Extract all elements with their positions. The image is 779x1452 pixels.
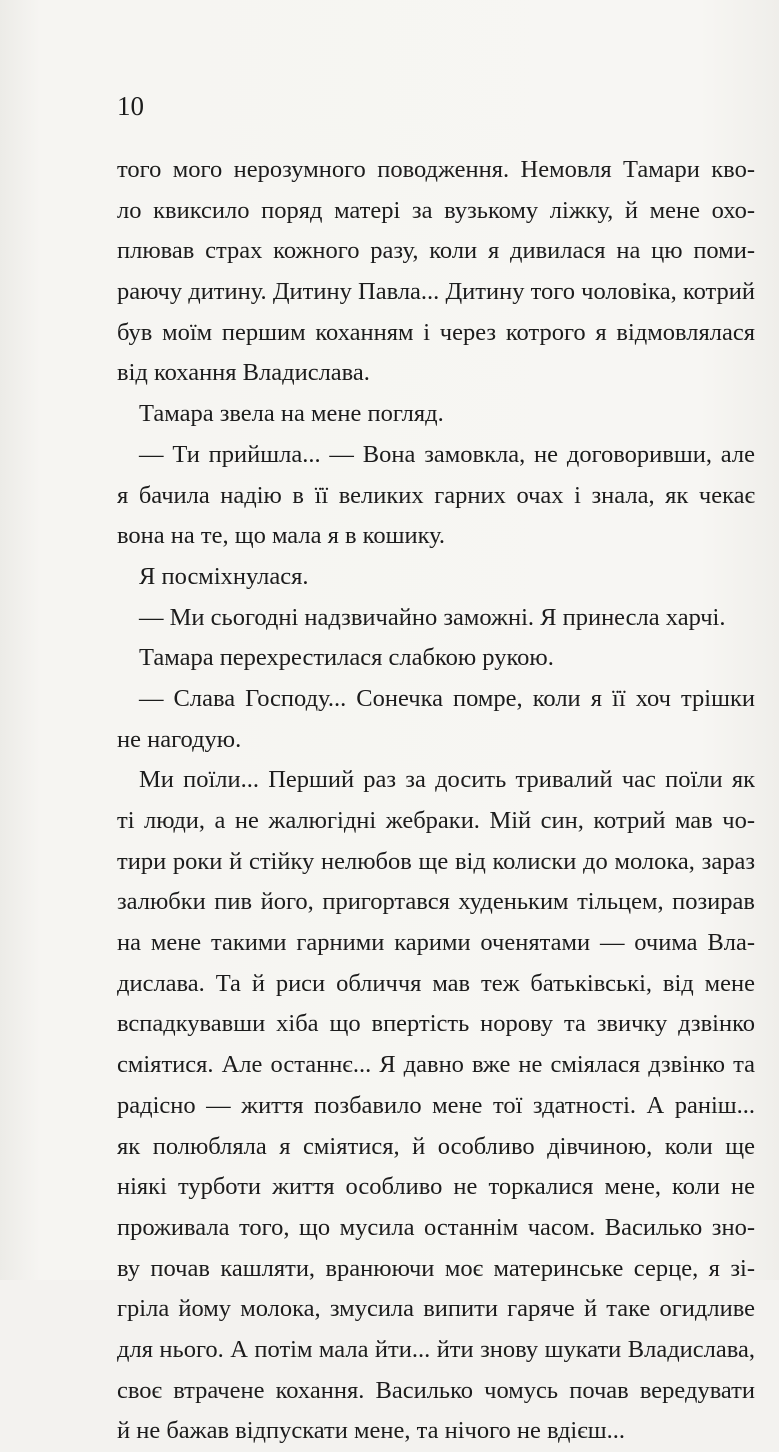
text-line: радісно — життя позбавило мене тої здатності. А раніш... [117,1091,755,1119]
text-line: я бачила надію в її великих гарних очах і знала, як чекає [117,481,755,509]
text-line: того мого нерозумного поводження. Немовля Тамари кво- [117,156,755,183]
text-line: тири роки й стійку нелюбов ще від колиски до молока, зараз [117,847,755,875]
text-line: вспадкувавши хіба що впертість норову та звичку дзвінко [117,1010,755,1038]
text-line: вона на те, що мала я в кошику. [117,522,446,550]
text-line: залюбки пив його, пригортався худеньким тільцем, позирав [117,888,755,916]
text-line: для нього. А потім мала йти... йти знову шукати Владислава, [117,1335,755,1363]
text-line: дислава. Та й риси обличчя мав теж батьківські, від мене [117,969,755,997]
text-line: сміятися. Але останнє... Я давно вже не сміялася дзвінко та [117,1051,755,1079]
text-line: й не бажав відпускати мене, та нічого не вдієш... [117,1417,625,1445]
text-line: ло квиксило поряд матері за вузькому ліжку, й мене охо- [117,196,755,224]
text-line: плював страх кожного разу, коли я дивилася на цю поми- [117,237,755,265]
text-line: — Ти прийшла... — Вона замовкла, не договоривши, але [139,440,755,468]
text-line: гріла йому молока, змусила випити гаряче й таке огидливе [117,1295,755,1323]
text-line: Тамара звела на мене погляд. [139,400,444,428]
body-text [117,150,755,1452]
text-line: як полюбляла я сміятися, й особливо дівчиною, коли ще [117,1132,755,1160]
text-line: Тамара перехрестилася слабкою рукою. [139,644,554,672]
text-line: проживала того, що мусила останнім часом. Василько зно- [117,1213,755,1241]
text-line: ву почав кашляти, вранюючи моє материнське серце, я зі- [117,1254,755,1282]
text-line: на мене такими гарними карими оченятами — очима Вла- [117,929,755,957]
text-line: раючу дитину. Дитину Павла... Дитину того чоловіка, котрий [117,278,755,306]
text-line: не нагодую. [117,725,242,753]
text-line: Я посміхнулася. [139,562,309,590]
text-line: Ми поїли... Перший раз за досить тривалий час поїли як [139,766,755,794]
text-line: був моїм першим коханням і через котрого я відмовлялася [117,318,755,346]
page-number: 10 [117,91,144,121]
text-line: ті люди, а не жалюгідні жебраки. Мій син, котрий мав чо- [117,807,755,834]
text-line: — Слава Господу... Сонечка помре, коли я її хоч трішки [139,684,755,712]
text-line: ніякі турботи життя особливо не торкалися мене, коли не [117,1173,755,1201]
text-line: своє втрачене кохання. Василько чомусь почав вередувати [117,1376,755,1404]
text-line: від кохання Владислава. [117,359,370,387]
text-line: — Ми сьогодні надзвичайно заможні. Я принесла харчі. [139,603,726,631]
